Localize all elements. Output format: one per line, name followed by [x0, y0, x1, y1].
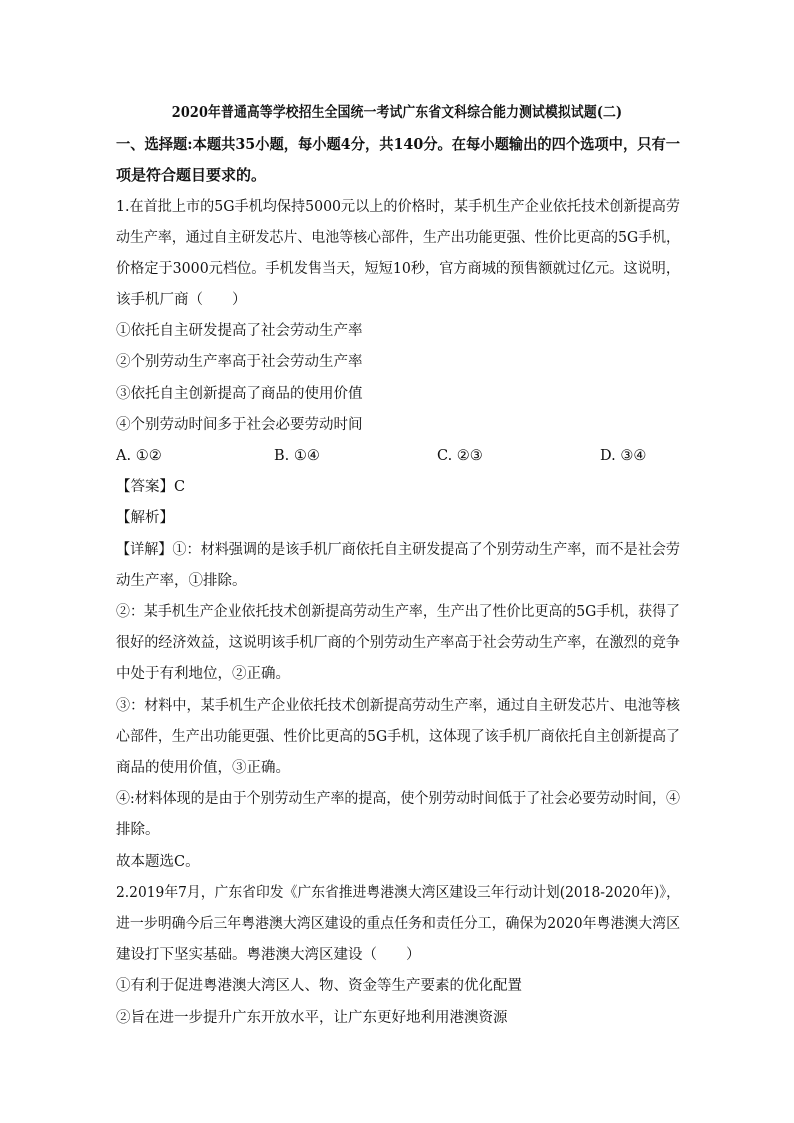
q1-statement: ③依托自主创新提高了商品的使用价值: [116, 386, 363, 402]
q1-detail-line: 动生产率，①排除。: [116, 573, 247, 589]
q1-detail-line: 心部件，生产出功能更强、性价比更高的5G手机，这体现了该手机厂商依托自主创新提高了: [116, 729, 680, 745]
q1-detail-line: 【详解】①：材料强调的是该手机厂商依托自主研发提高了个别劳动生产率，而不是社会劳: [116, 542, 680, 558]
q1-option-d: D. ③④: [600, 448, 647, 464]
q2-stem-line: 建设打下坚实基础。粤港澳大湾区建设（ ）: [116, 947, 421, 963]
q1-option-b: B. ①④: [274, 448, 320, 464]
q1-option-a: A. ①②: [116, 448, 162, 464]
q1-stem-line: 1.在首批上市的5G手机均保持5000元以上的价格时，某手机生产企业依托技术创新提高劳: [116, 199, 680, 215]
q1-stem-line: 价格定于3000元档位。手机发售当天，短短10秒，官方商城的预售额就过亿元。这说明，: [116, 261, 680, 277]
q1-stem-line: 该手机厂商（ ）: [116, 292, 247, 308]
q1-conclusion: 故本题选C。: [116, 854, 200, 870]
q2-stem-line: 2.2019年7月，广东省印发《广东省推进粤港澳大湾区建设三年行动计划(2018-2020年)》，: [116, 885, 680, 901]
q1-statement: ①依托自主研发提高了社会劳动生产率: [116, 323, 363, 339]
section-header-line-1: 一、选择题:本题共35小题，每小题4分，共140分。在每小题输出的四个选项中，只有一: [116, 135, 680, 153]
q1-stem-line: 动生产率，通过自主研发芯片、电池等核心部件，生产出功能更强、性价比更高的5G手机，: [116, 230, 680, 246]
q2-statement: ②旨在进一步提升广东开放水平，让广东更好地利用港澳资源: [116, 1010, 508, 1026]
q1-answer: 【答案】C: [116, 479, 186, 495]
section-header-line-2: 项是符合题目要求的。: [116, 166, 267, 184]
q1-detail-line: 商品的使用价值，③正确。: [116, 760, 290, 776]
q1-detail-line: ③：材料中，某手机生产企业依托技术创新提高劳动生产率，通过自主研发芯片、电池等核: [116, 698, 680, 714]
q1-analysis-label: 【解析】: [116, 510, 174, 526]
q2-statement: ①有利于促进粤港澳大湾区人、物、资金等生产要素的优化配置: [116, 978, 522, 994]
q2-stem-line: 进一步明确今后三年粤港澳大湾区建设的重点任务和责任分工，确保为2020年粤港澳大湾区: [116, 916, 680, 932]
q1-detail-line: ④:材料体现的是由于个别劳动生产率的提高，使个别劳动时间低于了社会必要劳动时间，④: [116, 791, 680, 807]
q1-statement: ②个别劳动生产率高于社会劳动生产率: [116, 354, 363, 370]
q1-statement: ④个别劳动时间多于社会必要劳动时间: [116, 417, 363, 433]
q1-detail-line: 很好的经济效益，这说明该手机厂商的个别劳动生产率高于社会劳动生产率，在激烈的竞争: [116, 635, 680, 651]
q1-detail-line: 排除。: [116, 822, 160, 838]
q1-detail-line: 中处于有利地位，②正确。: [116, 666, 290, 682]
page-title: 2020年普通高等学校招生全国统一考试广东省文科综合能力测试模拟试题(二): [171, 104, 623, 121]
q1-option-c: C. ②③: [437, 448, 483, 464]
q1-detail-line: ②：某手机生产企业依托技术创新提高劳动生产率，生产出了性价比更高的5G手机，获得了: [116, 604, 680, 620]
